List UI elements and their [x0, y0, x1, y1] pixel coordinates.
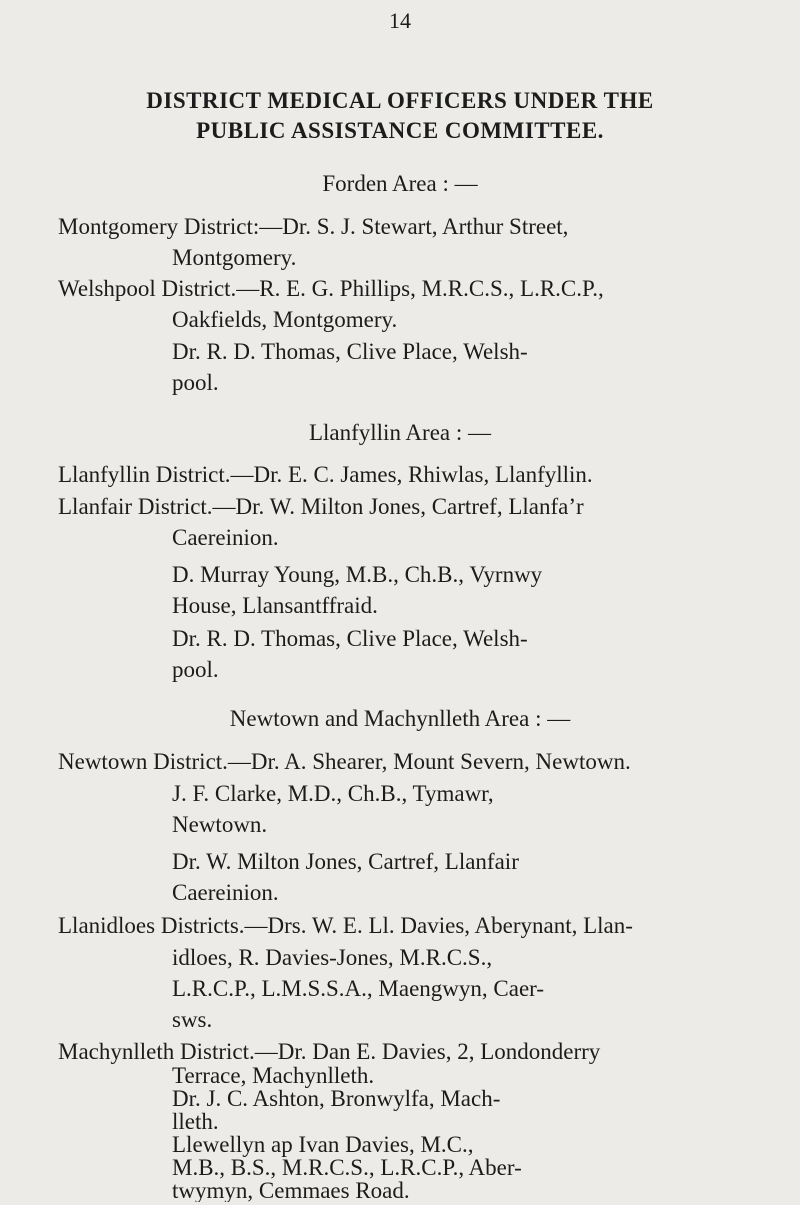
entry-line: Llewellyn ap Ivan Davies, M.C., — [172, 1132, 474, 1157]
entry-line: Dr. R. D. Thomas, Clive Place, Welsh- — [172, 626, 528, 651]
entry-line: Welshpool District.—R. E. G. Phillips, M.R.C.S., L.R.C.P., — [58, 276, 604, 301]
entry-line: pool. — [172, 370, 219, 395]
entry-line: Terrace, Machynlleth. — [172, 1064, 375, 1088]
entry-line: Oakfields, Montgomery. — [172, 307, 398, 332]
entry-line: Montgomery District:—Dr. S. J. Stewart, Arthur Street, — [58, 214, 569, 239]
entry-line: M.B., B.S., M.R.C.S., L.R.C.P., Aber- — [172, 1155, 522, 1180]
entry-line: Newtown. — [172, 812, 268, 837]
area-heading-forden: Forden Area : — — [322, 171, 478, 196]
entry-line: Montgomery. — [172, 245, 297, 270]
entry-line: Caereinion. — [172, 880, 279, 905]
entry-line: twymyn, Cemmaes Road. — [172, 1178, 410, 1202]
entry-line: Machynlleth District.—Dr. Dan E. Davies, 2, Londonderry — [58, 1039, 601, 1064]
area-heading-newtown-machynlleth: Newtown and Machynlleth Area : — — [229, 706, 571, 731]
entry-line: Llanfyllin District.—Dr. E. C. James, Rhiwlas, Llanfyllin. — [58, 462, 593, 487]
entry-line: Llanfair District.—Dr. W. Milton Jones, Cartref, Llanfa’r — [58, 494, 584, 519]
page-number: 14 — [389, 8, 411, 33]
entry-line: Caereinion. — [172, 525, 279, 550]
entry-line: idloes, R. Davies-Jones, M.R.C.S., — [172, 945, 493, 970]
page-title-line-1: DISTRICT MEDICAL OFFICERS UNDER THE — [146, 88, 654, 113]
page-title-line-2: PUBLIC ASSISTANCE COMMITTEE. — [196, 118, 604, 143]
entry-line: Llanidloes Districts.—Drs. W. E. Ll. Davies, Aberynant, Llan- — [58, 913, 633, 938]
entry-line: J. F. Clarke, M.D., Ch.B., Tymawr, — [172, 781, 494, 806]
area-heading-llanfyllin: Llanfyllin Area : — — [308, 420, 492, 445]
entry-line: Dr. R. D. Thomas, Clive Place, Welsh- — [172, 339, 528, 364]
entry-line: Newtown District.—Dr. A. Shearer, Mount Severn, Newtown. — [58, 749, 631, 774]
entry-line: D. Murray Young, M.B., Ch.B., Vyrnwy — [172, 562, 543, 587]
entry-line: sws. — [172, 1007, 213, 1032]
entry-line: lleth. — [172, 1109, 219, 1134]
entry-line: Dr. W. Milton Jones, Cartref, Llanfair — [172, 849, 519, 874]
entry-line: House, Llansantffraid. — [172, 593, 378, 618]
entry-line: pool. — [172, 657, 219, 682]
entry-line: L.R.C.P., L.M.S.S.A., Maengwyn, Caer- — [172, 976, 545, 1001]
entry-line: Dr. J. C. Ashton, Bronwylfa, Mach- — [172, 1086, 501, 1111]
